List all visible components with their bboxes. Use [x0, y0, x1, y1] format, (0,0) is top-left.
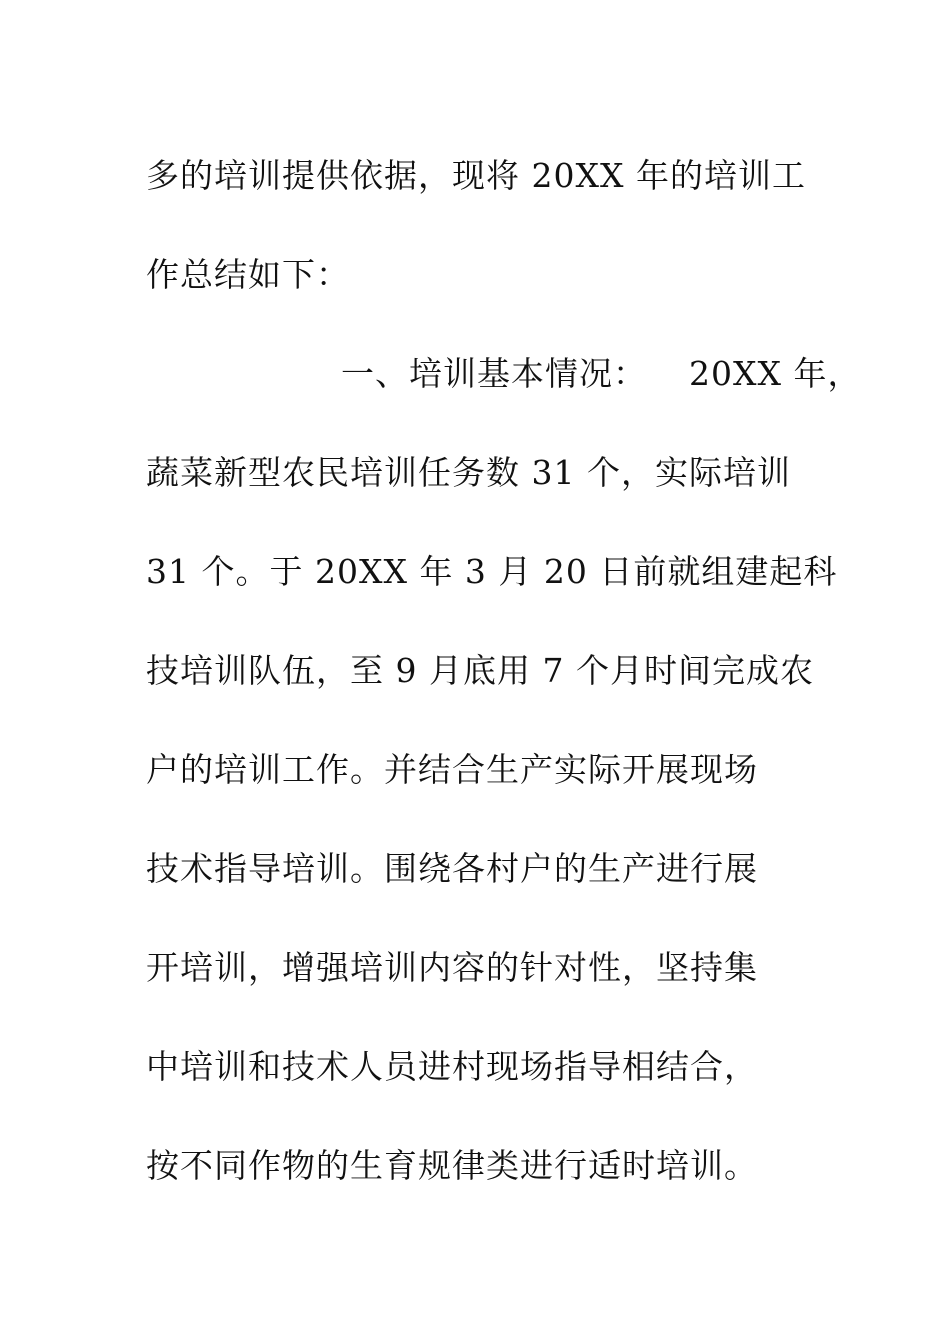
paragraph-line: 31 个。于 20XX 年 3 月 20 日前就组建起科 [146, 552, 838, 591]
paragraph-line: 中培训和技术人员进村现场指导相结合， [146, 1047, 758, 1086]
paragraph-line: 开培训，增强培训内容的针对性，坚持集 [146, 948, 758, 987]
section-heading-text: 20XX 年， [689, 354, 862, 393]
section-heading-title: 一、培训基本情况： [341, 354, 647, 393]
paragraph-line: 蔬菜新型农民培训任务数 31 个，实际培训 [146, 453, 791, 492]
section-heading-line [146, 324, 862, 423]
paragraph-line: 作总结如下： [146, 255, 350, 294]
paragraph-line: 户的培训工作。并结合生产实际开展现场 [146, 750, 758, 789]
paragraph-line: 多的培训提供依据，现将 20XX 年的培训工 [146, 156, 806, 195]
paragraph-line: 按不同作物的生育规律类进行适时培训。 [146, 1146, 758, 1185]
document-body [146, 126, 862, 1215]
paragraph-line: 技培训队伍，至 9 月底用 7 个月时间完成农 [146, 651, 814, 690]
paragraph-line: 技术指导培训。围绕各村户的生产进行展 [146, 849, 758, 888]
